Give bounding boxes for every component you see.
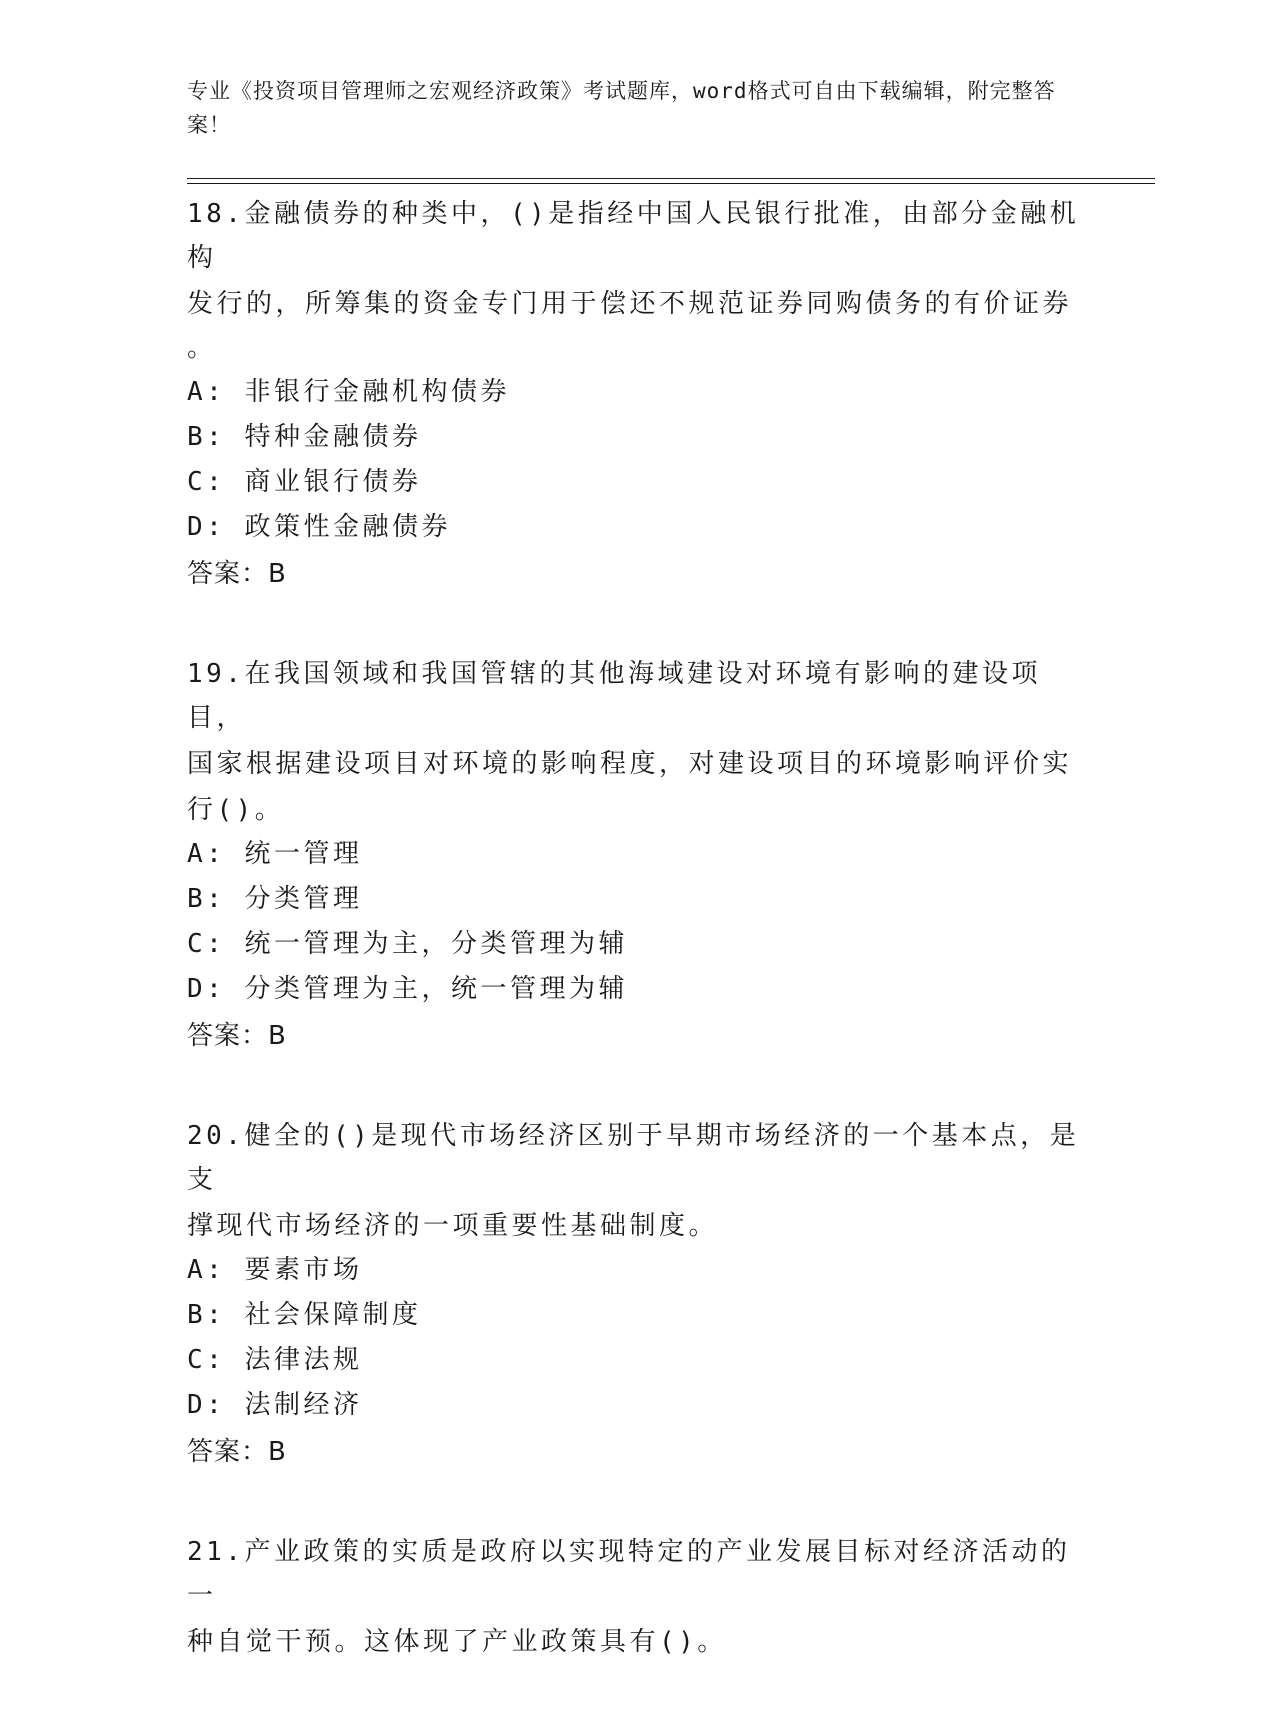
- question-19: [187, 650, 1087, 1060]
- question-text-line: 21.产业政策的实质是政府以实现特定的产业发展目标对经济活动的一: [187, 1537, 1071, 1611]
- question-text-line: 撑现代市场经济的一项重要性基础制度。: [187, 1211, 719, 1241]
- option-d: D: 分类管理为主，统一管理为辅: [187, 974, 628, 1004]
- question-text-line: 发行的，所筹集的资金专门用于偿还不规范证券同购债务的有价证券: [187, 289, 1073, 319]
- question-text-line: 20.健全的()是现代市场经济区别于早期市场经济的一个基本点，是支: [187, 1121, 1080, 1195]
- option-d: D: 政策性金融债券: [187, 512, 451, 542]
- question-text-line: 18.金融债券的种类中，()是指经中国人民银行批准，由部分金融机构: [187, 199, 1080, 273]
- question-text-line: 国家根据建设项目对环境的影响程度，对建设项目的环境影响评价实: [187, 749, 1073, 779]
- option-c: C: 法律法规: [187, 1345, 363, 1375]
- header-rule-top: [187, 178, 1155, 179]
- question-18: [187, 190, 1087, 598]
- question-20: [187, 1112, 1087, 1476]
- option-c: C: 商业银行债券: [187, 467, 422, 497]
- answer-line: 答案：B: [187, 1437, 287, 1467]
- question-text-line: 行()。: [187, 795, 285, 825]
- header-rule-bottom: [187, 183, 1155, 184]
- question-text-line: 。: [187, 333, 214, 363]
- option-b: B: 分类管理: [187, 884, 363, 914]
- question-list: [187, 190, 1087, 1716]
- option-b: B: 特种金融债券: [187, 422, 422, 452]
- option-b: B: 社会保障制度: [187, 1300, 422, 1330]
- option-c: C: 统一管理为主，分类管理为辅: [187, 929, 628, 959]
- question-text-line: 种自觉干预。这体现了产业政策具有()。: [187, 1627, 727, 1657]
- question-text-line: 19.在我国领域和我国管辖的其他海域建设对环境有影响的建设项目，: [187, 659, 1041, 733]
- option-a: A: 要素市场: [187, 1255, 363, 1285]
- option-d: D: 法制经济: [187, 1390, 363, 1420]
- option-a: A: 统一管理: [187, 839, 363, 869]
- answer-line: 答案：B: [187, 1021, 287, 1051]
- option-a: A: 非银行金融机构债券: [187, 377, 510, 407]
- question-21: [187, 1528, 1087, 1664]
- answer-line: 答案：B: [187, 559, 287, 589]
- document-header: 专业《投资项目管理师之宏观经济政策》考试题库，word格式可自由下载编辑，附完整答案！: [187, 79, 1056, 137]
